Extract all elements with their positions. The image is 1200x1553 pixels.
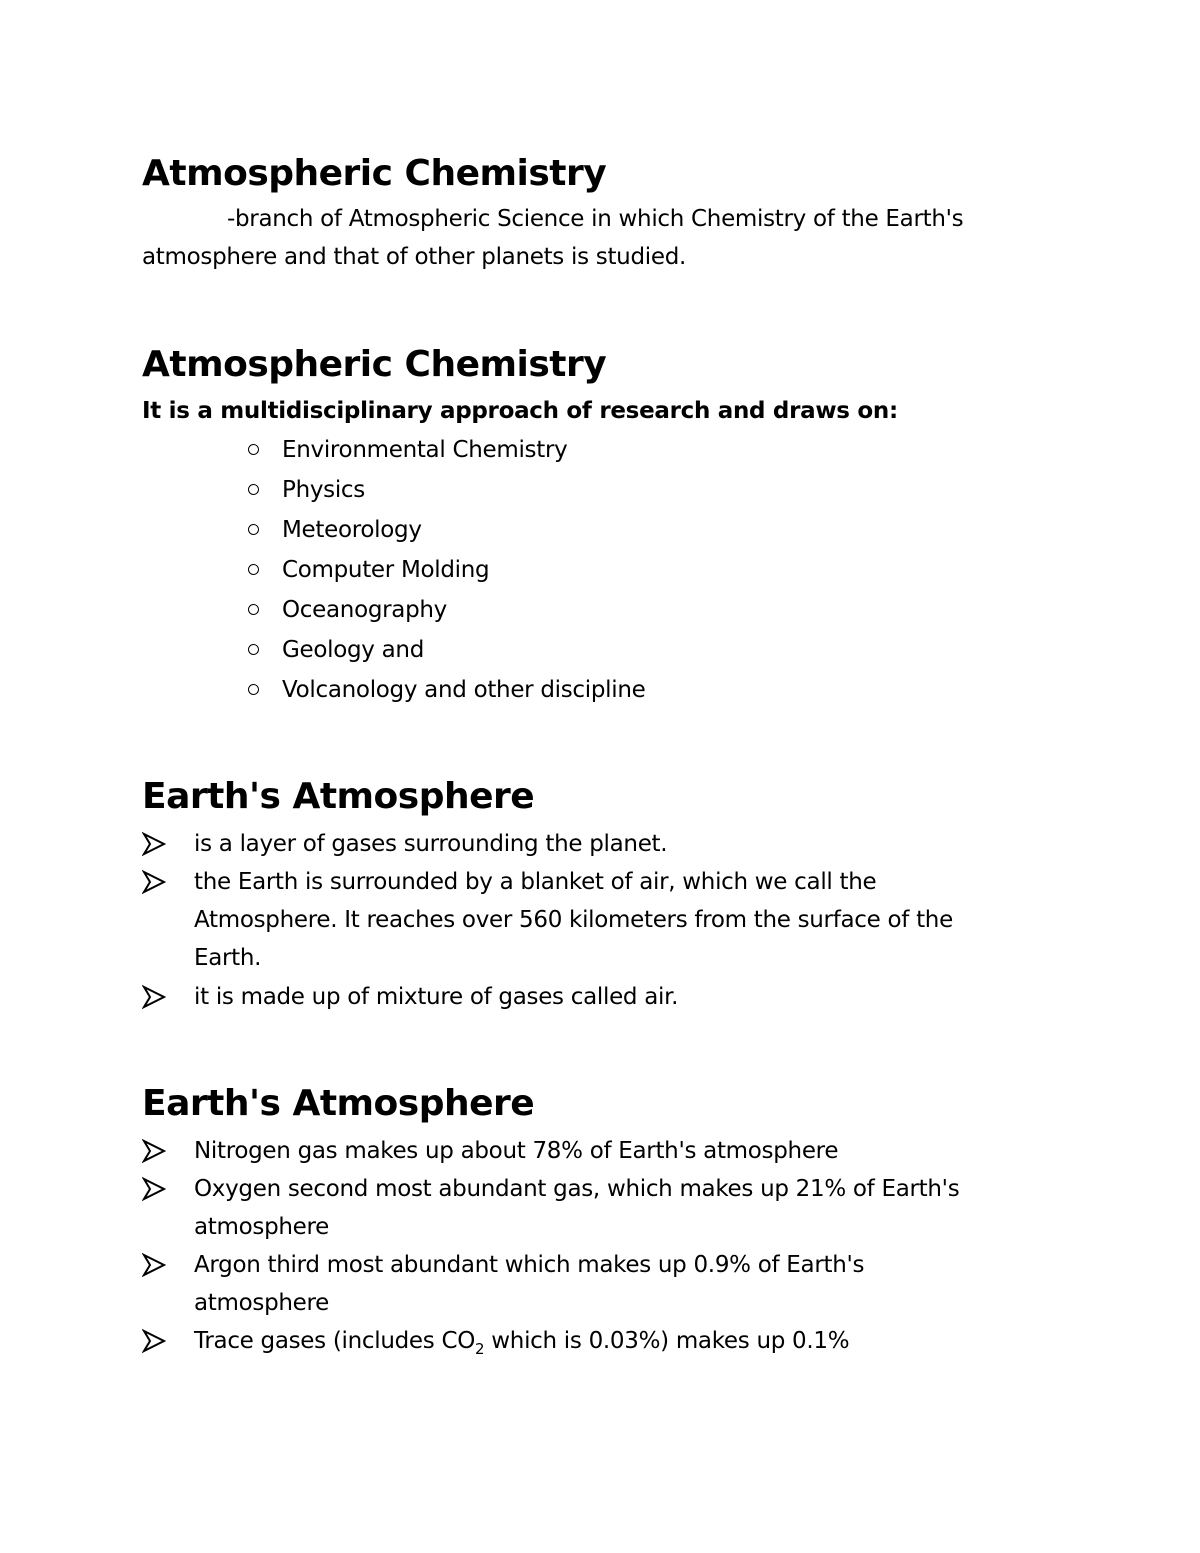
discipline-label: Geology and [282,637,424,663]
fact-line: it is made up of mixture of gases called air. [194,984,679,1010]
gas-text [194,1132,838,1170]
circle-bullet-icon [248,684,259,695]
discipline-label: Physics [282,477,365,503]
fact-line: Earth. [194,945,262,971]
gas-line: atmosphere [194,1290,330,1316]
arrowhead-bullet-icon [142,1246,166,1284]
definition-line-2: atmosphere and that of other planets is studied. [142,244,687,270]
discipline-label: Volcanology and other discipline [282,677,646,703]
discipline-label: Meteorology [282,517,422,543]
fact-line: the Earth is surrounded by a blanket of air, which we call the [194,869,877,895]
multidisciplinary-intro: It is a multidisciplinary approach of research and draws on: [142,398,898,424]
arrowhead-bullet-icon [142,1132,166,1170]
fact-text [194,863,953,977]
gas-line: Nitrogen gas makes up about 78% of Earth's atmosphere [194,1138,839,1164]
arrowhead-bullet-icon [142,825,166,863]
trace-gas-text-after: which is 0.03%) makes up 0.1% [484,1328,850,1354]
circle-bullet-icon [248,444,259,455]
discipline-label: Computer Molding [282,557,490,583]
gas-line: Argon third most abundant which makes up 0.9% of Earth's [194,1252,865,1278]
circle-bullet-icon [248,484,259,495]
arrowhead-bullet-icon [142,863,166,901]
gas-line: atmosphere [194,1214,330,1240]
trace-gas-line [194,1322,849,1362]
arrowhead-bullet-icon [142,1170,166,1208]
circle-bullet-icon [248,604,259,615]
arrowhead-bullet-icon [142,1322,166,1360]
co2-subscript: 2 [475,1340,485,1358]
circle-bullet-icon [248,564,259,575]
fact-text [194,978,678,1016]
trace-gas-text [194,1322,849,1362]
circle-bullet-icon [248,524,259,535]
gas-text [194,1170,959,1246]
section-heading-2: Atmospheric Chemistry [142,344,607,385]
section-heading-1: Atmospheric Chemistry [142,153,607,194]
section-heading-3: Earth's Atmosphere [142,776,535,817]
fact-text [194,825,667,863]
section-heading-4: Earth's Atmosphere [142,1083,535,1124]
discipline-label: Environmental Chemistry [282,437,568,463]
circle-bullet-icon [248,644,259,655]
discipline-label: Oceanography [282,597,447,623]
gas-line: Oxygen second most abundant gas, which makes up 21% of Earth's [194,1176,960,1202]
fact-line: is a layer of gases surrounding the planet. [194,831,668,857]
arrowhead-bullet-icon [142,978,166,1016]
fact-line: Atmosphere. It reaches over 560 kilometers from the surface of the [194,907,953,933]
gas-text [194,1246,864,1322]
trace-gas-text-before: Trace gases (includes CO [194,1328,476,1354]
definition-line-1: -branch of Atmospheric Science in which Chemistry of the Earth's [227,206,964,232]
